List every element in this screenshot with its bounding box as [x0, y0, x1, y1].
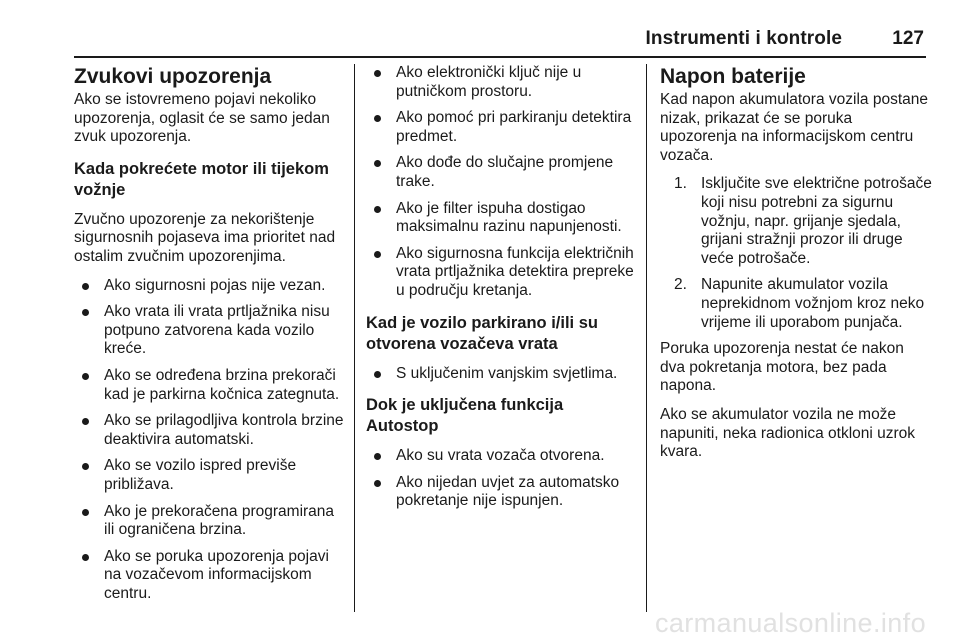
section-title: Instrumenti i kontrole: [645, 28, 842, 49]
list-item: [674, 276, 932, 332]
list-item: Ako je filter ispuha dostigao maksimalnu razinu napunjenosti.: [372, 200, 638, 237]
step-text: Isključite sve električne potrošače koji nisu potrebni za sigurnu vožnju, napr. grijanje sjedala, grijani stražnji prozor ili druge veće potrošače.: [701, 175, 932, 267]
page-header: [74, 26, 926, 58]
column-left: [74, 64, 346, 611]
heading-warning-chimes: Zvukovi upozorenja: [74, 65, 272, 88]
list-item: Ako su vrata vozača otvorena.: [372, 447, 638, 466]
step-number: 2.: [674, 276, 687, 294]
list-item: Ako dođe do slučajne promjene trake.: [372, 154, 638, 191]
parked-warnings-list: [366, 365, 638, 384]
subheading-autostop: Dok je uključena funkcija Autostop: [366, 396, 564, 436]
list-item: Ako se poruka upozorenja pojavi na vozačevom informacijskom centru.: [80, 548, 346, 604]
list-item: Ako nijedan uvjet za automatsko pokretanje nije ispunjen.: [372, 474, 638, 511]
column-divider: [354, 64, 355, 612]
column-right: [660, 64, 932, 472]
subheading-parked: Kad je vozilo parkirano i/ili su otvorena vozačeva vrata: [366, 313, 598, 353]
workshop-advice-text: Ako se akumulator vozila ne može napuniti, neka radionica otkloni uzrok kvara.: [660, 405, 916, 461]
battery-steps-list: [660, 175, 932, 332]
heading-battery-voltage: Napon baterije: [660, 65, 806, 88]
list-item: Ako se prilagodljiva kontrola brzine deaktivira automatski.: [80, 412, 346, 449]
list-item: S uključenim vanjskim svjetlima.: [372, 365, 638, 384]
step-text: Napunite akumulator vozila neprekidnom vožnjom kroz neko vrijeme ili uporabom punjača.: [701, 276, 925, 331]
list-item: Ako sigurnosna funkcija električnih vrata prtljažnika detektira prepreke u području kretanja.: [372, 245, 638, 301]
list-item: [674, 175, 932, 268]
list-item: Ako elektronički ključ nije u putničkom prostoru.: [372, 64, 638, 101]
list-item: Ako vrata ili vrata prtljažnika nisu potpuno zatvorena kada vozilo kreće.: [80, 303, 346, 359]
autostop-warnings-list: [366, 447, 638, 511]
list-item: Ako se vozilo ispred previše približava.: [80, 457, 346, 494]
list-item: Ako pomoć pri parkiranju detektira predmet.: [372, 109, 638, 146]
list-item: Ako se određena brzina prekorači kad je parkirna kočnica zategnuta.: [80, 367, 346, 404]
subheading-driving: Kada pokrećete motor ili tijekom vožnje: [74, 159, 329, 199]
step-number: 1.: [674, 175, 687, 193]
page-number: 127: [892, 28, 924, 49]
column-divider: [646, 64, 647, 612]
driving-warnings-list: [74, 277, 346, 604]
battery-intro: Kad napon akumulatora vozila postane nizak, prikazat će se poruka upozorenja na informacijskom centru vozača.: [660, 91, 928, 164]
column-middle: [366, 64, 638, 519]
list-item: Ako sigurnosni pojas nije vezan.: [80, 277, 346, 296]
list-item: Ako je prekoračena programirana ili ograničena brzina.: [80, 503, 346, 540]
watermark: carmanualsonline.info: [654, 608, 926, 638]
intro-paragraph: Ako se istovremeno pojavi nekoliko upozorenja, oglasit će se samo jedan zvuk upozorenja.: [74, 91, 330, 146]
message-disappears-text: Poruka upozorenja nestat će nakon dva pokretanja motora, bez pada napona.: [660, 340, 904, 395]
driving-warnings-list-continued: [366, 64, 638, 301]
seatbelt-priority-text: Zvučno upozorenje za nekorištenje sigurnosnih pojaseva ima prioritet nad ostalim zvučnim upozorenjima.: [74, 210, 336, 265]
